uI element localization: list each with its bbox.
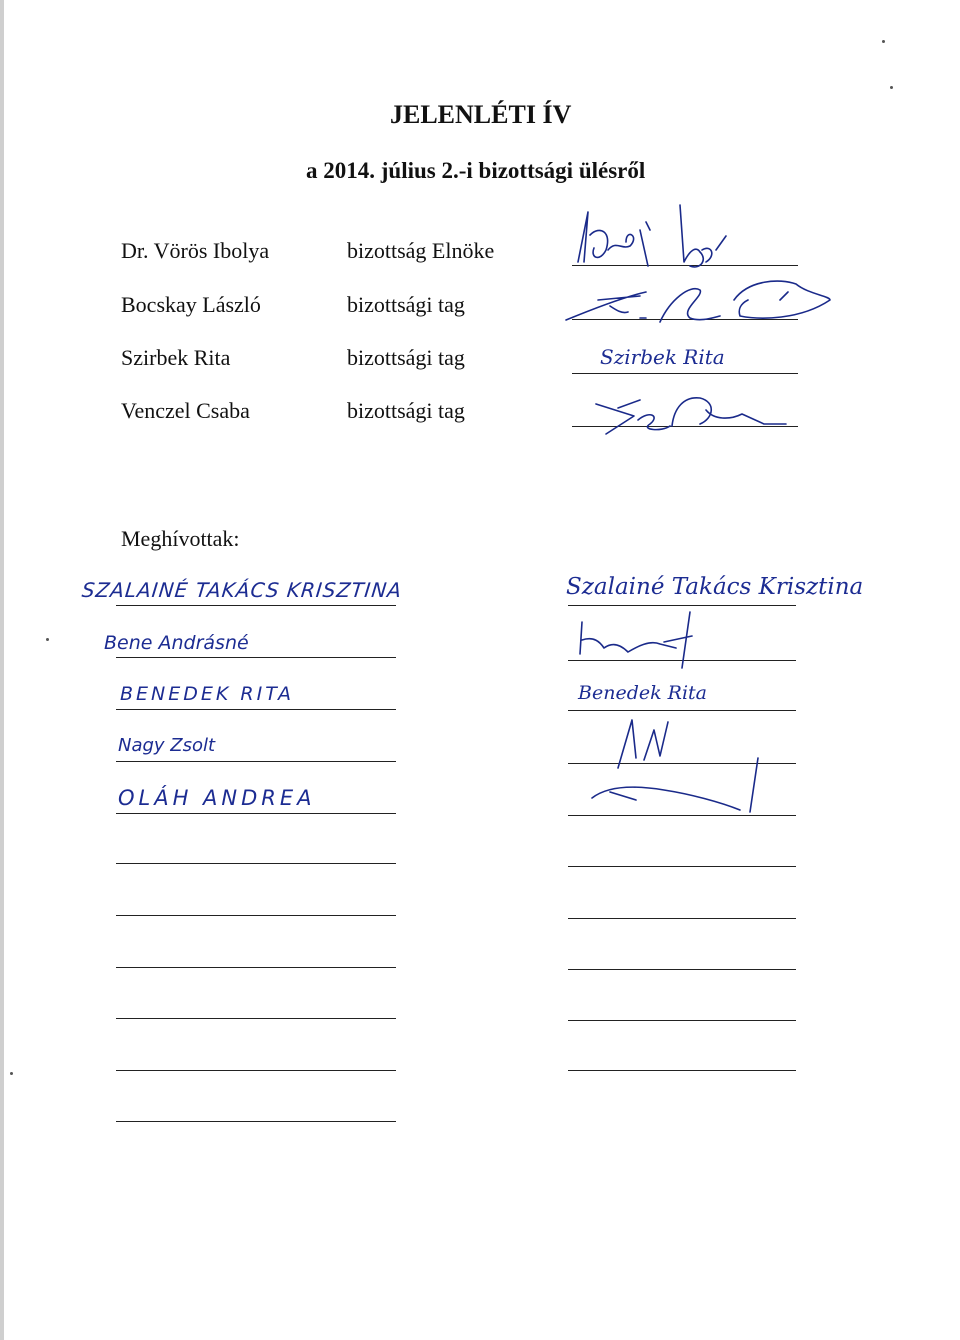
signature-line	[116, 1121, 396, 1122]
signature-line	[572, 265, 798, 266]
signature-stroke	[596, 398, 786, 434]
signature-line	[568, 605, 796, 606]
signature-line	[568, 660, 796, 661]
member-role: bizottság Elnöke	[347, 238, 495, 263]
signature-line	[116, 1070, 396, 1071]
signature-line	[116, 761, 396, 762]
signature-line	[568, 918, 796, 919]
signature-stroke	[618, 720, 668, 768]
signature-line	[568, 710, 796, 711]
signature-line	[572, 373, 798, 374]
signature-stroke	[592, 758, 758, 812]
signature-stroke	[566, 281, 830, 322]
signature-line	[572, 319, 798, 320]
signature-line	[572, 426, 798, 427]
member-name: Bocskay László	[121, 292, 261, 317]
member-role: bizottsági tag	[347, 398, 465, 423]
signature-line	[116, 709, 396, 710]
handwritten-entry: SZALAINÉ TAKÁCS KRISZTINA	[80, 578, 404, 602]
handwritten-entry: BENEDEK RITA	[120, 683, 295, 705]
handwritten-entry: Bene Andrásné	[104, 632, 249, 654]
signature-line	[116, 1018, 396, 1019]
signature-line	[568, 1020, 796, 1021]
scan-speck	[890, 86, 893, 89]
member-name: Venczel Csaba	[121, 398, 250, 423]
member-name: Dr. Vörös Ibolya	[121, 238, 270, 263]
member-name: Szirbek Rita	[121, 345, 231, 370]
signature-line	[568, 1070, 796, 1071]
signature-line	[568, 763, 796, 764]
handwritten-entry: OLÁH ANDREA	[118, 786, 316, 810]
signature-stroke	[578, 205, 726, 267]
signature-line	[568, 815, 796, 816]
member-role: bizottsági tag	[347, 292, 465, 317]
signature-line	[568, 866, 796, 867]
scan-edge	[0, 0, 4, 1340]
page-title: JELENLÉTI ÍV	[390, 100, 572, 129]
scan-speck	[46, 638, 49, 641]
scan-speck	[10, 1072, 13, 1075]
signature-line	[116, 605, 396, 606]
signature-line	[116, 915, 396, 916]
page-subtitle: a 2014. július 2.-i bizottsági ülésről	[306, 158, 646, 183]
member-role: bizottsági tag	[347, 345, 465, 370]
handwritten-entry: Nagy Zsolt	[118, 735, 216, 756]
scan-speck	[882, 40, 885, 43]
signature-line	[116, 863, 396, 864]
handwritten-signature: Benedek Rita	[578, 682, 707, 704]
signature-line	[568, 969, 796, 970]
signature-line	[116, 967, 396, 968]
signature-line	[116, 657, 396, 658]
handwritten-signature: Szalainé Takács Krisztina	[566, 574, 864, 600]
invited-label: Meghívottak:	[121, 526, 240, 551]
handwritten-signature: Szirbek Rita	[600, 345, 725, 369]
signature-line	[116, 813, 396, 814]
